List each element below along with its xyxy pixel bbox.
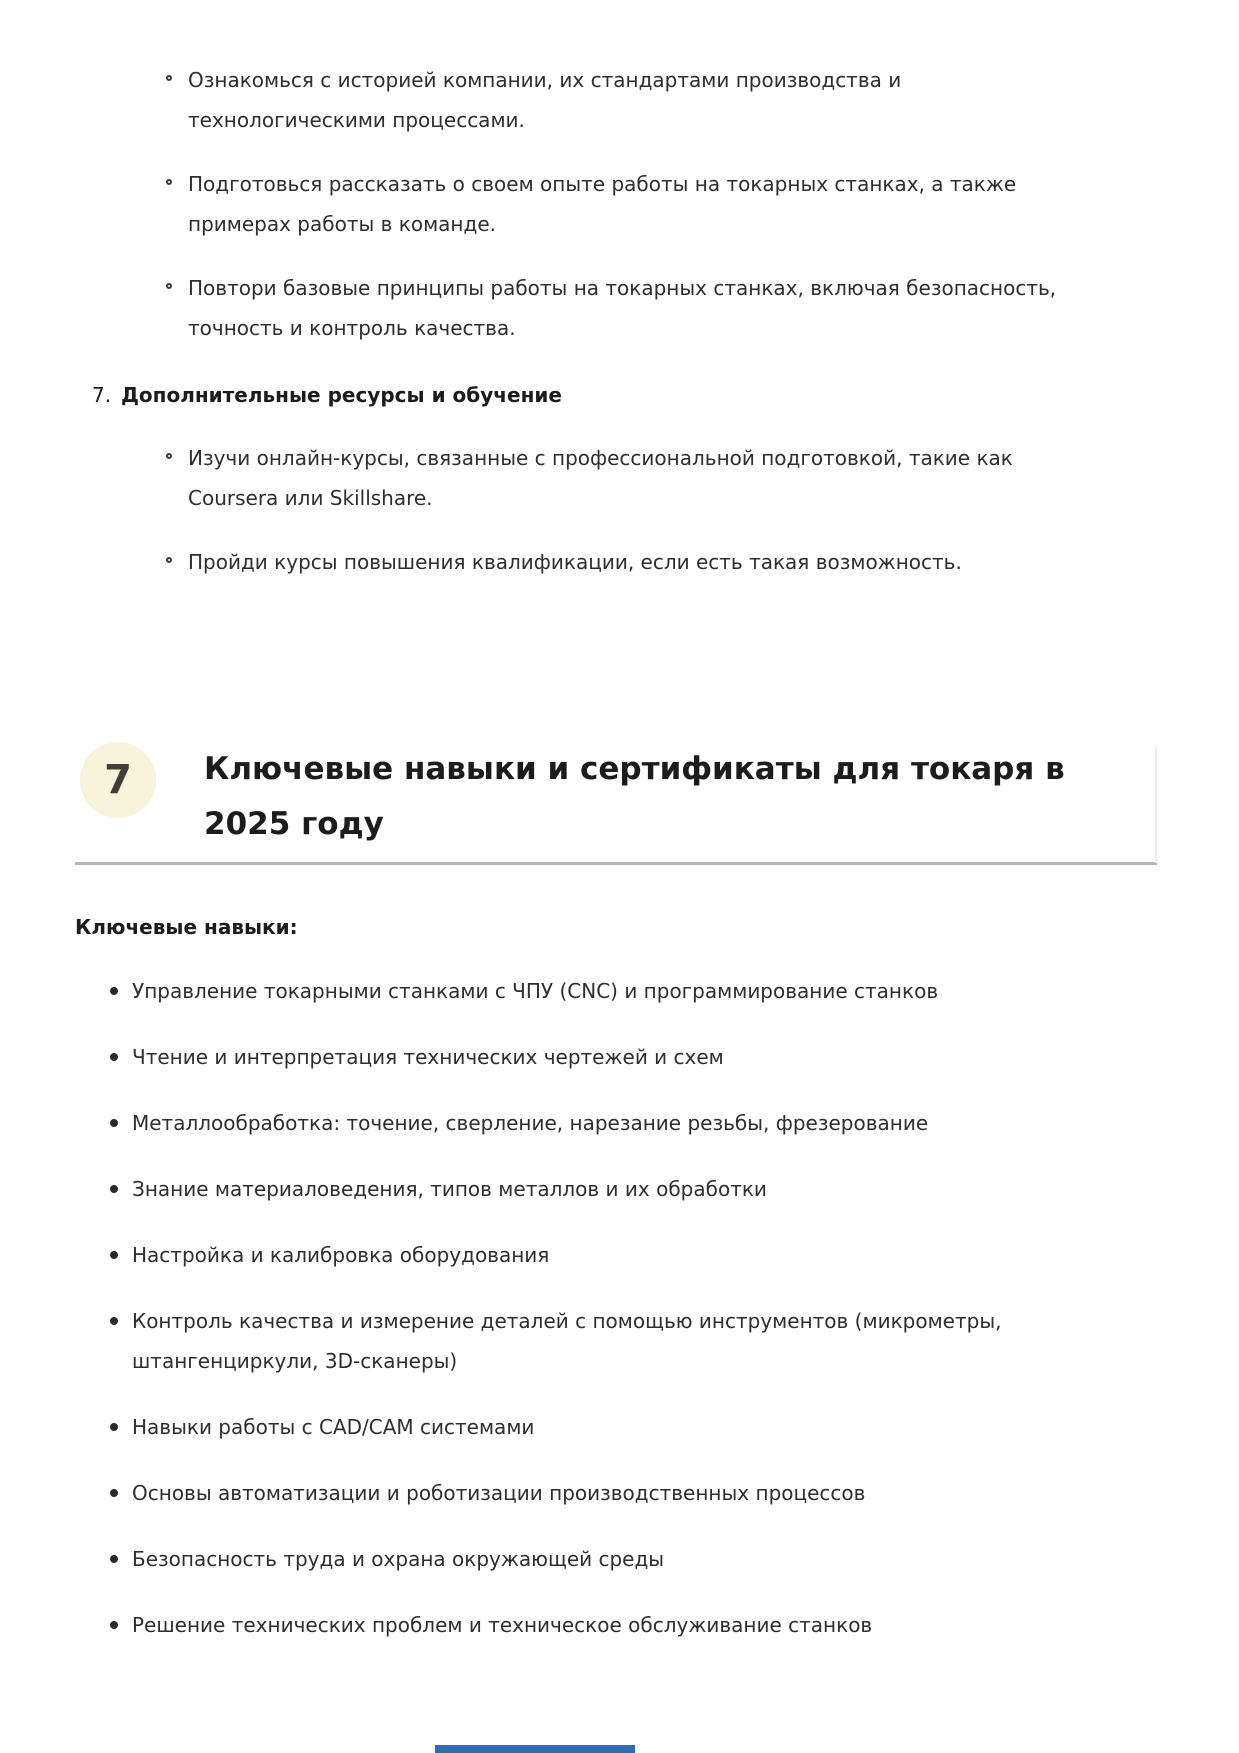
- list-item: [132, 1235, 1117, 1275]
- list-item-text: Знание материаловедения, типов металлов и их обработки: [132, 1177, 767, 1201]
- disc-bullet-icon: [110, 1621, 118, 1629]
- disc-bullet-icon: [110, 1555, 118, 1563]
- list-item-text: Навыки работы с CAD/CAM системами: [132, 1415, 535, 1439]
- section-header-block: [75, 742, 1165, 865]
- section-header: [75, 742, 1165, 852]
- disc-bullet-icon: [110, 987, 118, 995]
- list-item-text: Контроль качества и измерение деталей с помощью инструментов (микрометры, штангенциркули, 3D-сканеры): [132, 1309, 1002, 1373]
- circle-bullet-icon: [166, 557, 172, 563]
- disc-bullet-icon: [110, 1423, 118, 1431]
- disc-bullet-icon: [110, 1185, 118, 1193]
- list-item: [132, 1103, 1117, 1143]
- circle-bullet-icon: [166, 179, 172, 185]
- numbered-list-heading: [92, 375, 1165, 415]
- list-item: [132, 1473, 1117, 1513]
- list-item-text: Чтение и интерпретация технических чертежей и схем: [132, 1045, 724, 1069]
- list-item: [188, 268, 1098, 348]
- list-item: [132, 1407, 1117, 1447]
- circle-bullet-icon: [166, 283, 172, 289]
- interview-tips-sublist: [75, 60, 1165, 348]
- section-title-line1: Ключевые навыки и сертификаты для токаря в: [204, 751, 1065, 787]
- disc-bullet-icon: [110, 1489, 118, 1497]
- list-item-text: Металлообработка: точение, сверление, нарезание резьбы, фрезерование: [132, 1111, 929, 1135]
- header-edge-line: [1155, 746, 1157, 863]
- list-item: [132, 1539, 1117, 1579]
- skills-list: [75, 971, 1165, 1645]
- list-item-text: Подготовься рассказать о своем опыте работы на токарных станках, а также примерах работы в команде.: [188, 172, 1017, 236]
- list-number: 7.: [92, 383, 112, 407]
- skills-heading: Ключевые навыки:: [75, 915, 298, 939]
- list-item-text: Пройди курсы повышения квалификации, если есть такая возможность.: [188, 550, 962, 574]
- disc-bullet-icon: [110, 1317, 118, 1325]
- list-item: [132, 1037, 1117, 1077]
- list-item: [188, 60, 1098, 140]
- list-item-text: Основы автоматизации и роботизации производственных процессов: [132, 1481, 866, 1505]
- disc-bullet-icon: [110, 1053, 118, 1061]
- section-divider: [75, 862, 1157, 865]
- list-item: [188, 542, 1098, 582]
- disc-bullet-icon: [110, 1119, 118, 1127]
- list-item: [132, 971, 1117, 1011]
- list-item-text: Безопасность труда и охрана окружающей среды: [132, 1547, 665, 1571]
- list-item: [188, 438, 1098, 518]
- cutoff-blue-element: [435, 1745, 635, 1753]
- section-title-line2: 2025 году: [204, 806, 384, 842]
- list-item: [132, 1169, 1117, 1209]
- circle-bullet-icon: [166, 75, 172, 81]
- list-item-text: Решение технических проблем и техническое обслуживание станков: [132, 1613, 873, 1637]
- list-item-text: Настройка и калибровка оборудования: [132, 1243, 550, 1267]
- list-item: [188, 164, 1098, 244]
- list-item-text: Изучи онлайн-курсы, связанные с профессиональной подготовкой, такие как Coursera или Skillshare.: [188, 446, 1013, 510]
- list-item: [132, 1301, 1117, 1381]
- section-title: [204, 742, 1065, 852]
- resources-sublist: [75, 438, 1165, 582]
- circle-bullet-icon: [166, 453, 172, 459]
- numbered-heading-title: Дополнительные ресурсы и обучение: [121, 383, 562, 407]
- list-item-text: Ознакомься с историей компании, их стандартами производства и технологическими процессами.: [188, 68, 902, 132]
- section-number-badge: 7: [80, 742, 156, 818]
- list-item: [132, 1605, 1117, 1645]
- list-item-text: Управление токарными станками с ЧПУ (CNC) и программирование станков: [132, 979, 939, 1003]
- list-item-text: Повтори базовые принципы работы на токарных станках, включая безопасность, точность и контроль качества.: [188, 276, 1057, 340]
- article-content: [75, 0, 1165, 1671]
- disc-bullet-icon: [110, 1251, 118, 1259]
